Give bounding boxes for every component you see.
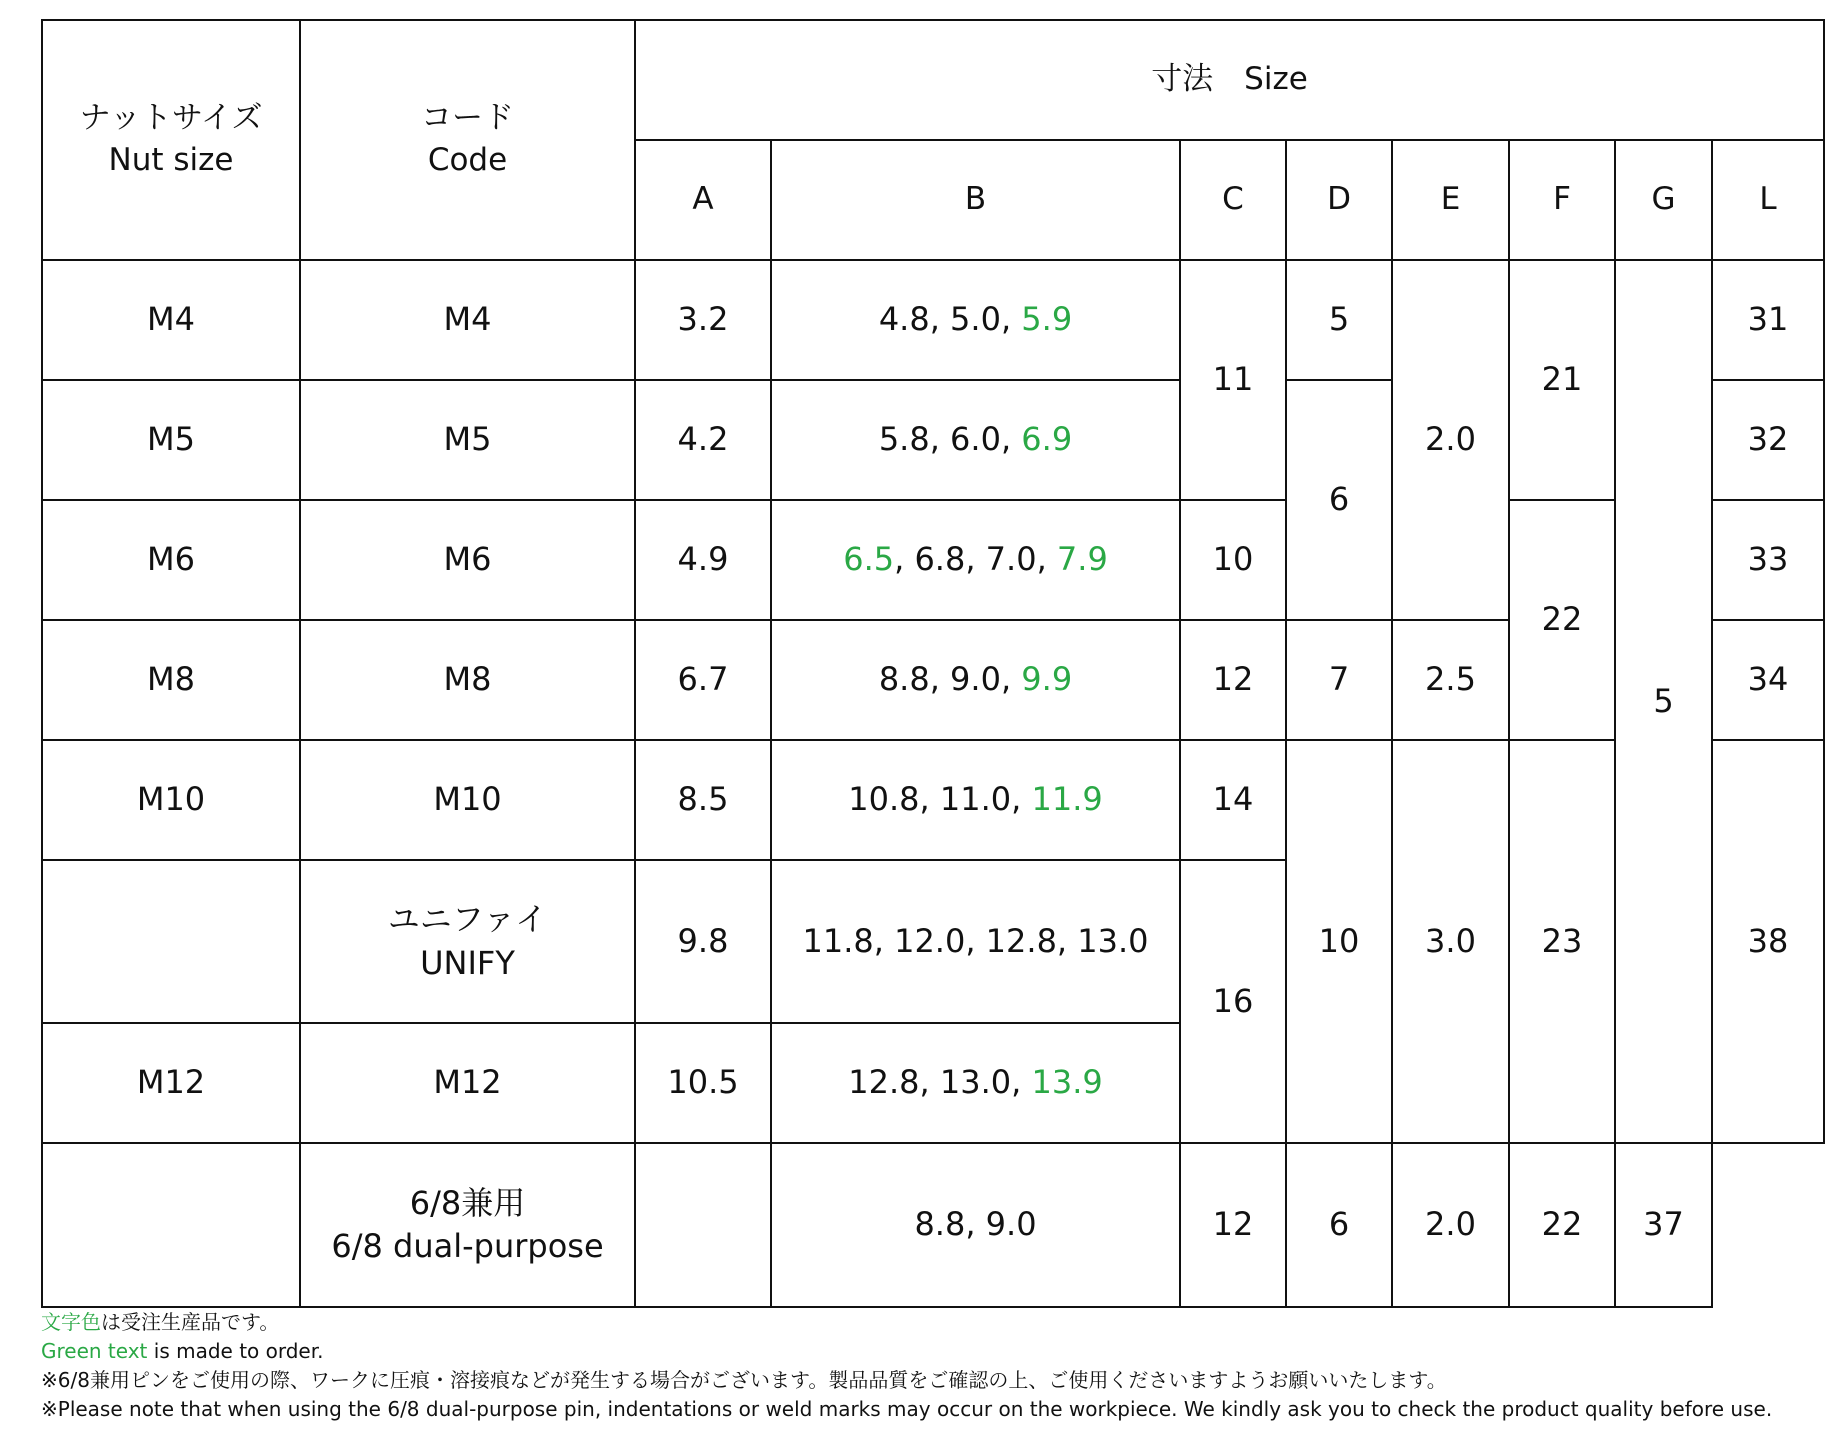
b-value: 5.8, 6.0, [878, 420, 1022, 459]
code-cell: M6 [300, 500, 635, 620]
e-cell: 2.0 [1392, 260, 1509, 620]
note-text: is made to order. [147, 1339, 324, 1363]
a-cell: 9.8 [635, 860, 771, 1023]
b-value-made-to-order: 7.9 [1056, 540, 1108, 579]
code-cell [300, 1143, 635, 1307]
b-value: , 6.8, 7.0, [894, 540, 1057, 579]
f-cell: 22 [1509, 500, 1615, 740]
l-cell: 38 [1712, 740, 1824, 1143]
c-cell: 12 [1180, 1143, 1286, 1307]
d-cell: 6 [1286, 1143, 1392, 1307]
code-cell: M8 [300, 620, 635, 740]
note-green-label: 文字色 [41, 1310, 101, 1334]
nut-size-cell: M12 [42, 1023, 300, 1143]
nut-size-cell: M4 [42, 260, 300, 380]
header-col-a: A [635, 140, 771, 260]
code-cell: M5 [300, 380, 635, 500]
nut-size-cell [42, 860, 300, 1023]
nut-size-cell [42, 1143, 300, 1307]
e-cell: 2.5 [1392, 620, 1509, 740]
header-nut-size-ja: ナットサイズ [79, 100, 263, 137]
b-value-made-to-order: 11.9 [1031, 780, 1103, 819]
c-cell: 11 [1180, 260, 1286, 500]
b-value-made-to-order: 5.9 [1021, 300, 1073, 339]
a-cell: 8.5 [635, 740, 771, 860]
f-cell: 22 [1509, 1143, 1615, 1307]
b-cell [771, 380, 1180, 500]
c-cell: 10 [1180, 500, 1286, 620]
note-made-to-order-ja [41, 1308, 1772, 1337]
a-cell: 3.2 [635, 260, 771, 380]
code-ja: ユニファイ [387, 900, 548, 939]
a-cell: 6.7 [635, 620, 771, 740]
b-cell [771, 740, 1180, 860]
header-col-c: C [1180, 140, 1286, 260]
note-dual-purpose-en: ※Please note that when using the 6/8 dual-purpose pin, indentations or weld marks may occur on the workpiece. We kindly ask you to check the product quality before use. [41, 1397, 1773, 1421]
l-cell: 32 [1712, 380, 1824, 500]
c-cell: 12 [1180, 620, 1286, 740]
header-col-g: G [1615, 140, 1712, 260]
e-cell: 3.0 [1392, 740, 1509, 1143]
b-value: 4.8, 5.0, [878, 300, 1022, 339]
c-cell: 14 [1180, 740, 1286, 860]
b-value: 8.8, 9.0 [914, 1205, 1037, 1244]
header-nut-size-en: Nut size [108, 142, 234, 178]
a-cell: 10.5 [635, 1023, 771, 1143]
code-cell: M4 [300, 260, 635, 380]
b-value: 8.8, 9.0, [878, 660, 1022, 699]
b-cell [771, 260, 1180, 380]
b-value-made-to-order: 9.9 [1021, 660, 1073, 699]
d-cell: 5 [1286, 260, 1392, 380]
a-cell [635, 1143, 771, 1307]
header-size-group: 寸法 Size [635, 20, 1824, 140]
code-en: 6/8 dual-purpose [331, 1227, 604, 1265]
d-cell: 10 [1286, 740, 1392, 1143]
l-cell: 31 [1712, 260, 1824, 380]
nut-size-cell: M6 [42, 500, 300, 620]
b-cell [771, 500, 1180, 620]
b-value: 11.8, 12.0, 12.8, 13.0 [802, 921, 1149, 960]
b-cell [771, 620, 1180, 740]
a-cell: 4.9 [635, 500, 771, 620]
b-value: 10.8, 11.0, [848, 780, 1032, 819]
table-row [42, 1143, 1824, 1307]
size-table [41, 19, 1825, 1308]
code-cell [300, 860, 635, 1023]
e-cell: 2.0 [1392, 1143, 1509, 1307]
header-code [300, 20, 635, 260]
b-value-made-to-order: 6.5 [843, 540, 895, 579]
l-cell: 34 [1712, 620, 1824, 740]
table-row [42, 740, 1824, 860]
code-cell: M12 [300, 1023, 635, 1143]
header-code-en: Code [427, 142, 508, 178]
a-cell: 4.2 [635, 380, 771, 500]
b-value-made-to-order: 6.9 [1021, 420, 1073, 459]
header-col-b: B [771, 140, 1180, 260]
table-row [42, 260, 1824, 380]
c-cell: 16 [1180, 860, 1286, 1143]
header-col-l: L [1712, 140, 1824, 260]
code-en: UNIFY [420, 943, 515, 982]
table-row [42, 500, 1824, 620]
b-value: 12.8, 13.0, [848, 1063, 1032, 1102]
d-cell: 7 [1286, 620, 1392, 740]
note-green-label: Green text [41, 1339, 148, 1363]
code-cell: M10 [300, 740, 635, 860]
d-cell: 6 [1286, 380, 1392, 620]
g-cell: 5 [1615, 260, 1712, 1143]
note-dual-purpose-ja: ※6/8兼用ピンをご使用の際、ワークに圧痕・溶接痕などが発生する場合がございます。製品品質をご確認の上、ご使用くださいますようお願いいたします。 [41, 1368, 1447, 1392]
header-col-d: D [1286, 140, 1392, 260]
header-col-f: F [1509, 140, 1615, 260]
note-made-to-order-en [41, 1337, 1772, 1366]
b-cell [771, 1023, 1180, 1143]
note-text: は受注生産品です。 [101, 1310, 280, 1334]
b-value-made-to-order: 13.9 [1031, 1063, 1103, 1102]
l-cell: 33 [1712, 500, 1824, 620]
b-cell [771, 1143, 1180, 1307]
nut-size-cell: M5 [42, 380, 300, 500]
header-col-e: E [1392, 140, 1509, 260]
header-nut-size [42, 20, 300, 260]
code-ja: 6/8兼用 [409, 1183, 526, 1222]
header-code-ja: コード [421, 100, 514, 137]
f-cell: 21 [1509, 260, 1615, 500]
f-cell: 23 [1509, 740, 1615, 1143]
b-cell [771, 860, 1180, 1023]
nut-size-cell: M8 [42, 620, 300, 740]
l-cell: 37 [1615, 1143, 1712, 1307]
nut-size-cell: M10 [42, 740, 300, 860]
footnotes [41, 1308, 1772, 1424]
